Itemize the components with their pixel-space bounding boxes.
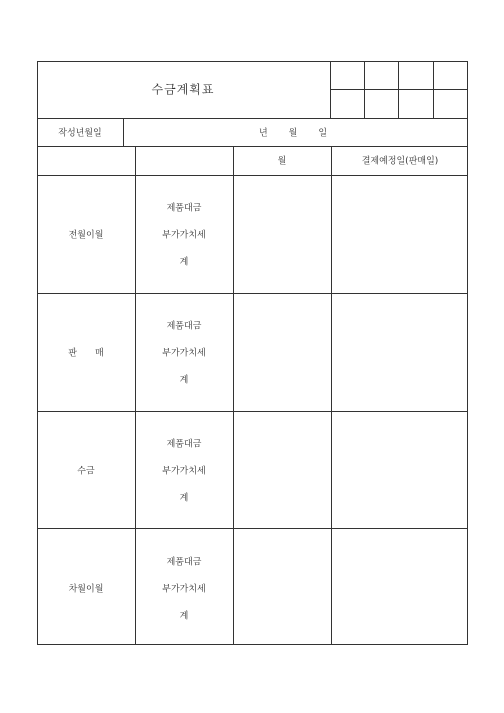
item-vat: 부가가치세 bbox=[162, 584, 206, 595]
row-label-sales: 판 매 bbox=[68, 348, 104, 359]
approval-divider-2 bbox=[398, 61, 399, 118]
approval-mid-line bbox=[330, 89, 468, 90]
column-header-payment-due: 결제예정일(판매일) bbox=[361, 156, 439, 167]
row-label-carryover-in: 전월이월 bbox=[68, 230, 104, 241]
item-total: 계 bbox=[179, 257, 189, 268]
title-bottom-line bbox=[37, 118, 468, 119]
header-row-bottom-line bbox=[37, 175, 468, 176]
item-product-payment: 제품대금 bbox=[166, 439, 202, 450]
item-total: 계 bbox=[179, 493, 189, 504]
approval-left-line bbox=[330, 61, 331, 118]
row-label-carryover-out: 차월이월 bbox=[68, 584, 104, 595]
col-divider-3 bbox=[331, 146, 332, 645]
item-product-payment: 제품대금 bbox=[166, 557, 202, 568]
item-vat: 부가가치세 bbox=[162, 230, 206, 241]
section2-bottom-line bbox=[37, 411, 468, 412]
section1-bottom-line bbox=[37, 293, 468, 294]
item-product-payment: 제품대금 bbox=[166, 203, 202, 214]
date-label: 작성년월일 bbox=[58, 128, 102, 139]
item-total: 계 bbox=[179, 375, 189, 386]
date-row-bottom-line bbox=[37, 146, 468, 147]
section3-bottom-line bbox=[37, 528, 468, 529]
row-label-collection: 수금 bbox=[77, 466, 95, 477]
date-placeholder: 년 월 일 bbox=[258, 128, 334, 139]
date-label-divider bbox=[123, 118, 124, 146]
item-vat: 부가가치세 bbox=[162, 466, 206, 477]
item-vat: 부가가치세 bbox=[162, 348, 206, 359]
col-divider-1 bbox=[135, 146, 136, 645]
col-divider-2 bbox=[233, 146, 234, 645]
approval-divider-3 bbox=[433, 61, 434, 118]
approval-divider-1 bbox=[364, 61, 365, 118]
form-title: 수금계획표 bbox=[151, 82, 215, 97]
item-product-payment: 제품대금 bbox=[166, 321, 202, 332]
item-total: 계 bbox=[179, 611, 189, 622]
column-header-month: 월 bbox=[277, 156, 287, 167]
